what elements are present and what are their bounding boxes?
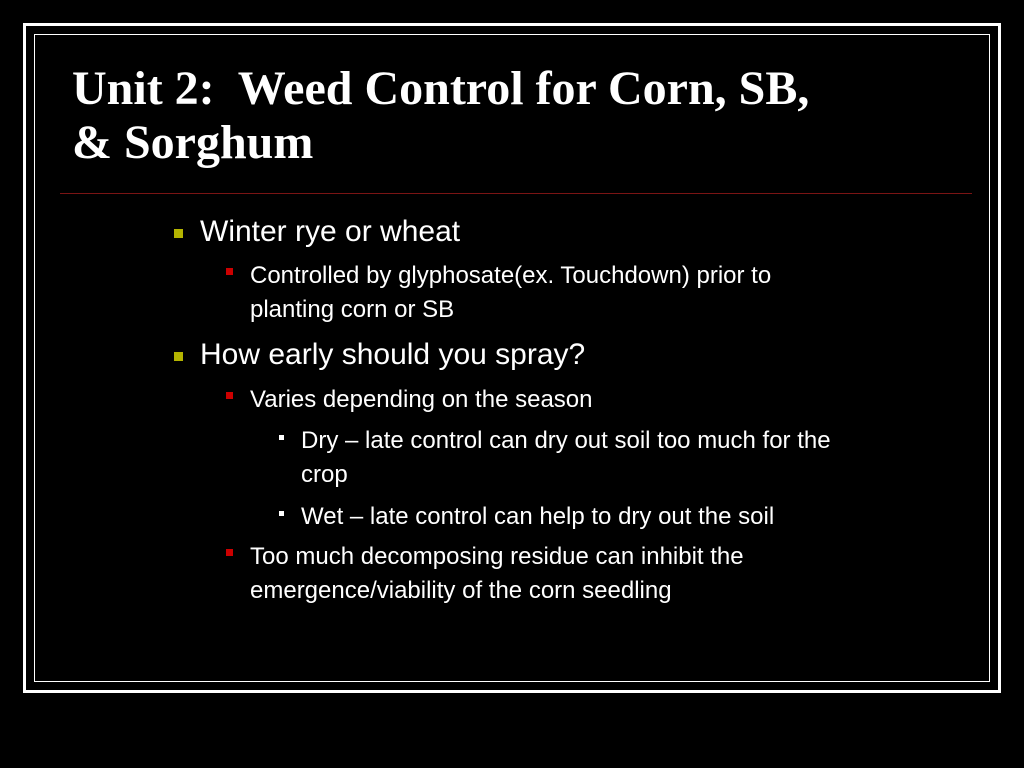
slide-title-line: & Sorghum xyxy=(72,116,314,169)
bullet-text: planting corn or SB xyxy=(250,296,455,323)
list-item xyxy=(250,259,771,327)
square-bullet-icon xyxy=(174,352,183,361)
square-bullet-icon xyxy=(279,511,284,516)
bullet-text: How early should you spray? xyxy=(200,338,586,371)
list-item xyxy=(200,214,460,250)
list-item xyxy=(301,424,831,492)
bullet-text: Winter rye or wheat xyxy=(200,215,461,248)
bullet-text: Controlled by glyphosate(ex. Touchdown) prior to xyxy=(250,262,772,289)
bullet-text: crop xyxy=(301,461,348,488)
slide-title-line: Unit 2: Weed Control for Corn, SB, xyxy=(72,62,810,115)
square-bullet-icon xyxy=(174,229,183,238)
square-bullet-icon xyxy=(226,268,233,275)
bullet-text: Varies depending on the season xyxy=(250,386,593,413)
list-item xyxy=(200,337,585,373)
square-bullet-icon xyxy=(226,392,233,399)
bullet-text: emergence/viability of the corn seedling xyxy=(250,577,672,604)
bullet-text: Dry – late control can dry out soil too much for the xyxy=(301,427,831,454)
bullet-text: Wet – late control can help to dry out the soil xyxy=(301,503,775,530)
list-item xyxy=(250,383,592,417)
bullet-text: Too much decomposing residue can inhibit the xyxy=(250,543,744,570)
square-bullet-icon xyxy=(279,435,284,440)
list-item xyxy=(301,500,774,534)
square-bullet-icon xyxy=(226,549,233,556)
list-item xyxy=(250,540,744,608)
